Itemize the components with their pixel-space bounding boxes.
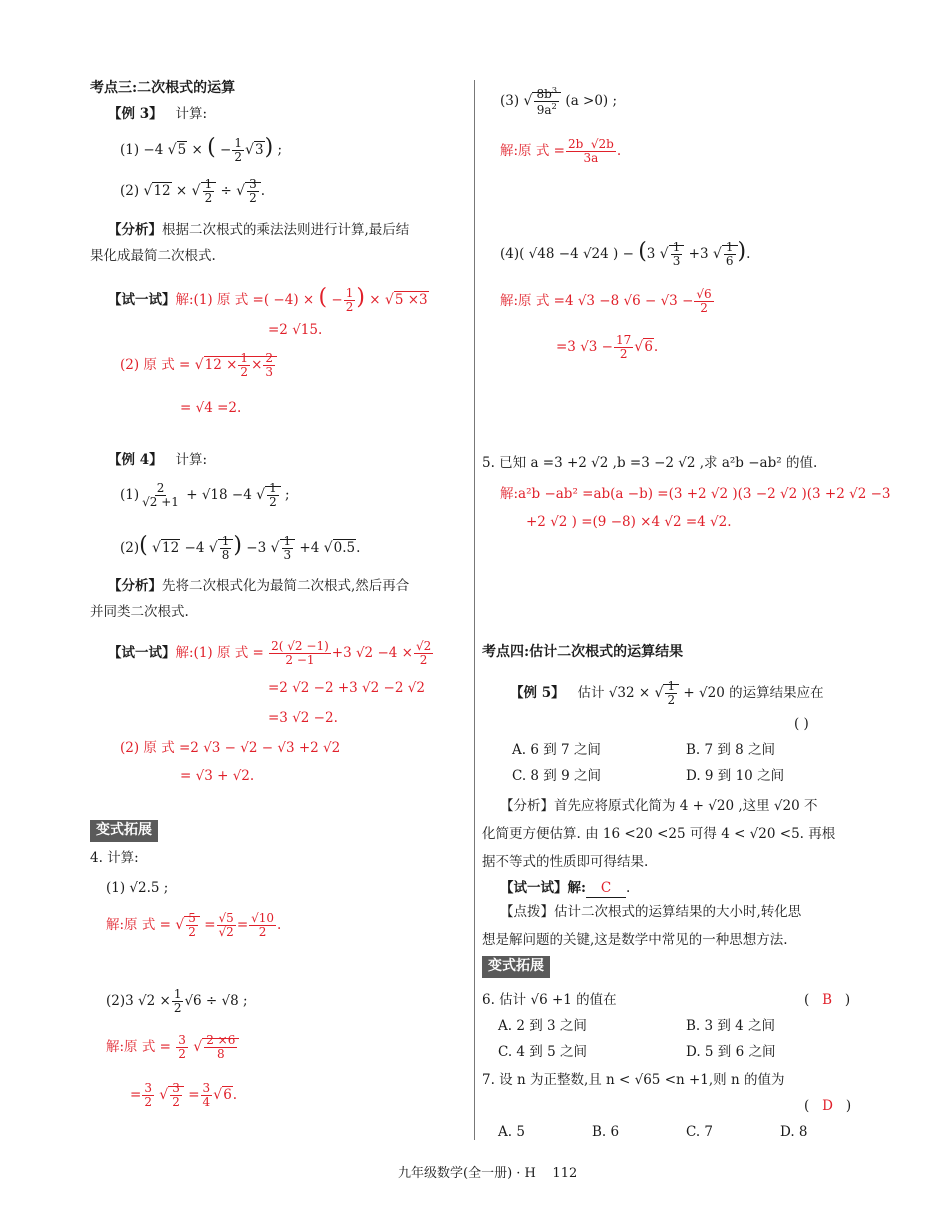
example3-analysis-line1: [108, 222, 409, 239]
problem-text: √6 ÷ √8 ;: [184, 993, 248, 1010]
problem-prefix: (2): [120, 183, 140, 200]
example5-analysis-line2: 化简更方便估算. 由 16 <20 <25 可得 4 < √20 <5. 再根: [482, 826, 836, 842]
example4-header: [108, 452, 207, 469]
variant-tag-text: 变式拓展: [482, 956, 550, 978]
solution-text: 解:原 式 =: [106, 917, 171, 934]
problem-text: 估计 √32 ×: [577, 685, 651, 702]
question7-text: 7. 设 n 为正整数,且 n < √65 <n +1,则 n 的值为: [482, 1072, 785, 1088]
analysis-label: 【分析】: [108, 222, 162, 238]
solution-text: =: [130, 1087, 142, 1104]
example5-option-d: D. 9 到 10 之间: [686, 768, 785, 784]
question4-solution1: 解:原 式 = √ $\frac{5}{2}$ = $\frac{√5}{√2}$ = $\frac{√10}{2}$ .: [106, 911, 282, 940]
example5-try: 【试一试】解: C .: [500, 880, 631, 896]
analysis-text: 先将二次根式化为最简二次根式,然后再合: [162, 578, 410, 594]
problem-text: (2)3 √2 ×: [106, 993, 171, 1010]
variant-tag-right: [482, 956, 550, 978]
example5-answer-paren: ( ): [794, 716, 809, 732]
question7-option-d: D. 8: [780, 1124, 808, 1140]
example4-problem1: (1) $\frac{2}{√2 +1}$ + √18 −4 √ $\frac{1}{2}$ ;: [120, 481, 290, 510]
problem-prefix: (3): [500, 93, 520, 110]
example4-solution1-line2: =2 √2 −2 +3 √2 −2 √2: [268, 680, 425, 696]
solution-text: 解:(1) 原 式 =: [175, 645, 264, 662]
variant-tag-left: [90, 820, 158, 842]
example5-analysis-line3: 据不等式的性质即可得结果.: [482, 854, 649, 870]
analysis-label: 【分析】: [108, 578, 162, 594]
analysis-text: 根据二次根式的乘法法则进行计算,最后结: [162, 222, 410, 238]
example4-solution2-line2: = √3 + √2.: [180, 768, 255, 784]
question4-solution2: 解:原 式 = $\frac{3}{2}$ √ $\frac{2 \times 6}{8}$: [106, 1034, 239, 1061]
section4-title: 考点四:估计二次根式的运算结果: [482, 644, 684, 660]
problem-prefix: (1) −4: [120, 142, 164, 158]
solution-text: 解:(1) 原 式 =( −4) ×: [175, 292, 315, 308]
example5-option-c: C. 8 到 9 之间: [512, 768, 601, 784]
example5-problem: 【例 5】 估计 √32 × √ $\frac{1}{2}$ + √20 的运算结果应在: [510, 679, 824, 708]
example3-header: [108, 106, 207, 123]
question7-option-b: B. 6: [592, 1124, 620, 1140]
column-divider: [474, 80, 475, 1140]
question4-solution4: 解:原 式 =4 √3 −8 √6 − √3 − $\frac{√6}{2}$: [500, 287, 712, 316]
try-label: 【试一试】: [108, 292, 176, 308]
example5-answer: C: [586, 880, 626, 898]
solution-text: +3 √2 −4 ×: [331, 645, 413, 662]
try-label: 【试一试】: [108, 645, 176, 662]
variant-tag-text: 变式拓展: [90, 820, 158, 842]
question4-solution4-line2: =3 √3 − $\frac{17}{2}$ √6.: [556, 333, 659, 362]
question5-text: 5. 已知 a =3 +2 √2 ,b =3 −2 √2 ,求 a²b −ab² 的值.: [482, 455, 818, 471]
solution-text: =3 √3 −: [556, 339, 613, 356]
example3-analysis-line2: 果化成最简二次根式.: [90, 248, 216, 264]
solution-text: 解:原 式 =4 √3 −8 √6 − √3 −: [500, 293, 694, 310]
question6-option-d: D. 5 到 6 之间: [686, 1044, 776, 1060]
question7-option-a: A. 5: [498, 1124, 525, 1140]
example5-tip-line1: 【点拨】估计二次根式的运算结果的大小时,转化思: [500, 904, 802, 920]
example4-analysis-line2: 并同类二次根式.: [90, 604, 189, 620]
example4-analysis-line1: [108, 578, 409, 595]
question4-solution2-line2: = $\frac{3}{2}$ √ $\frac{3}{2}$ = $\frac{3}{4}$ √6.: [130, 1081, 238, 1110]
question4-part3: (3) √ $\frac{8b^3}{9a^2}$ (a >0) ;: [500, 85, 618, 118]
question4-part1: (1) √2.5 ;: [106, 880, 169, 896]
problem-text: + √18 −4: [186, 487, 252, 504]
page-footer: [398, 1166, 577, 1182]
problem-text: + √20 的运算结果应在: [683, 685, 824, 702]
example5-option-a: A. 6 到 7 之间: [512, 742, 601, 758]
page-number: 112: [552, 1166, 578, 1181]
example3-label: 【例 3】: [108, 106, 163, 122]
example4-intro: 计算:: [175, 452, 208, 468]
example3-solution1-line2: =2 √15.: [268, 322, 323, 338]
question5-solution-line1: 解:a²b −ab² =ab(a −b) =(3 +2 √2 )(3 −2 √2 )(3 +2 √2 −3: [500, 486, 891, 502]
question4-title: 4. 计算:: [90, 850, 139, 866]
problem-text: (4)( √48 −4 √24 ) −: [500, 246, 634, 262]
example4-solution1: 【试一试】解:(1) 原 式 = $\frac{2( √2 -1)}{2 -1}$ +3 √2 −4 × $\frac{√2}{2}$: [108, 639, 432, 668]
example4-solution2: (2) 原 式 =2 √3 − √2 − √3 +2 √2: [120, 740, 341, 756]
question6-text: 6. 估计 √6 +1 的值在: [482, 992, 617, 1008]
question4-part2: (2)3 √2 × $\frac{1}{2}$ √6 ÷ √8 ;: [106, 987, 248, 1016]
question5-solution-line2: +2 √2 ) =(9 −8) ×4 √2 =4 √2.: [526, 514, 732, 530]
question6-option-a: A. 2 到 3 之间: [498, 1018, 587, 1034]
footer-text: 九年级数学(全一册) · H: [398, 1166, 536, 1181]
example3-problem2: (2) √12 × √ $\frac{1}{2}$ ÷ √ $\frac{3}{2}$ .: [120, 177, 266, 206]
question7-answer: D: [822, 1098, 833, 1114]
example4-solution1-line3: =3 √2 −2.: [268, 710, 338, 726]
question4-part4: (4)( √48 −4 √24 ) − (3 √ $\frac{1}{3}$ +3 √ $\frac{1}{6}$ ).: [500, 239, 751, 268]
example4-label: 【例 4】: [108, 452, 163, 468]
solution-text: 解:原 式 =: [500, 143, 565, 160]
problem-prefix: (1): [120, 487, 140, 504]
question6-answer-paren: ( B ): [804, 992, 851, 1008]
example5-option-b: B. 7 到 8 之间: [686, 742, 776, 758]
example5-analysis-line1: 【分析】首先应将原式化简为 4 + √20 ,这里 √20 不: [500, 798, 818, 814]
example5-tip-line2: 想是解问题的关键,这是数学中常见的一种思想方法.: [482, 932, 788, 948]
problem-prefix: (2): [120, 540, 140, 556]
example3-solution2: (2) 原 式 = √12 × $\frac{1}{2}$ × $\frac{2}{3}$: [120, 352, 277, 379]
example3-solution2-line2: = √4 =2.: [180, 400, 242, 416]
problem-suffix: ;: [277, 142, 283, 158]
problem-text: (a >0) ;: [565, 93, 618, 110]
solution-text: (2) 原 式 =: [120, 357, 191, 374]
example4-problem2: (2)( √12 −4 √ $\frac{1}{8}$ ) −3 √ $\frac{1}{3}$ +4 √0.5.: [120, 533, 361, 562]
question7-option-c: C. 7: [686, 1124, 714, 1140]
section3-title: 考点三:二次根式的运算: [90, 80, 236, 96]
solution-text: 解:原 式 =: [106, 1039, 171, 1056]
example3-intro: 计算:: [175, 106, 208, 122]
try-label: 【试一试】解:: [500, 880, 586, 896]
question7-answer-paren: ( D ): [804, 1098, 852, 1114]
question6-option-b: B. 3 到 4 之间: [686, 1018, 776, 1034]
example3-solution1: 【试一试】解:(1) 原 式 =( −4) × ( − $\frac{1}{2}$ ) × √5 ×3: [108, 285, 428, 314]
question4-solution3: 解:原 式 = $\frac{2b √2b}{3a}$ .: [500, 137, 622, 166]
question6-answer: B: [822, 992, 833, 1008]
example3-problem1: (1) −4 √5 × ( − $\frac{1}{2}$ √3) ;: [120, 135, 283, 164]
example5-label: 【例 5】: [510, 685, 565, 702]
question6-option-c: C. 4 到 5 之间: [498, 1044, 587, 1060]
